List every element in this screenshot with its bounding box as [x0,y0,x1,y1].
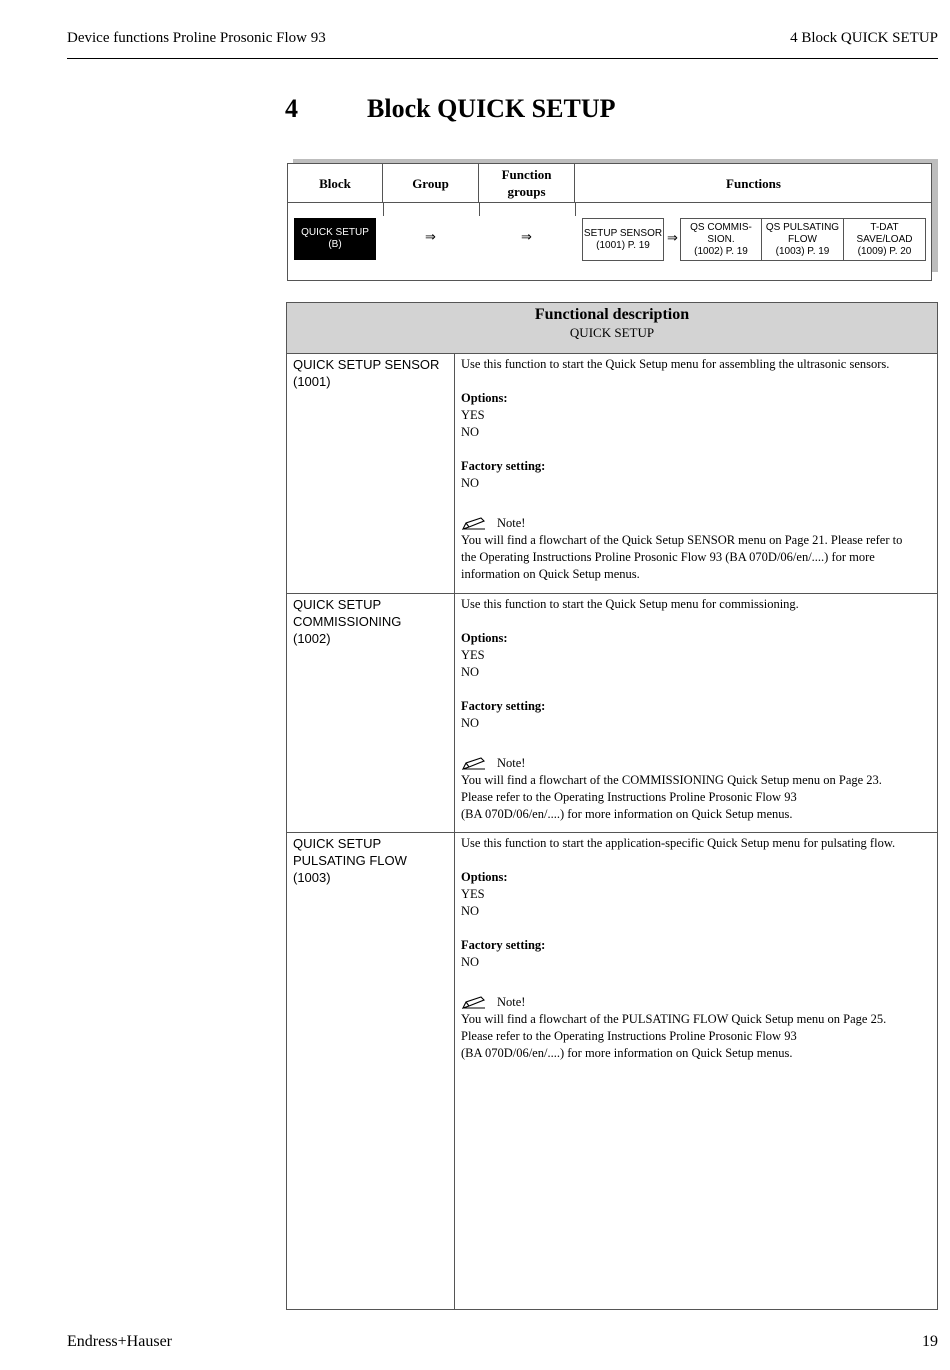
function-label: FLOW [788,233,817,245]
function-label: T-DAT [870,221,899,233]
function-name-line: (1002) [293,631,331,646]
function-label: QS COMMIS- [690,221,752,233]
function-name-line: PULSATING FLOW [293,853,407,868]
function-label: (1009) P. 20 [857,245,912,257]
function-name-line: (1003) [293,870,331,885]
arrow-icon: ⇒ [425,230,436,245]
factory-setting-label: Factory setting: [461,699,546,713]
function-qs-commission[interactable] [680,218,762,261]
description-title: Functional description [534,306,690,323]
header-block: Block [288,164,383,202]
row-rule [287,832,937,833]
footer-brand: Endress+Hauser [67,1333,172,1350]
header-group: Group [383,164,479,202]
function-label: (1002) P. 19 [694,245,748,257]
option-value: NO [461,665,480,679]
navigation-table [287,163,933,281]
nav-separator [479,202,480,216]
header-function-groups-line1: Function [501,167,552,182]
note-text: You will find a flowchart of the Quick Setup SENSOR menu on Page 21. Please refer to [461,533,903,547]
pencil-icon [461,996,487,1010]
note-text: (BA 070D/06/en/....) for more information on Quick Setup menus. [461,807,793,821]
function-name-line: (1001) [293,374,331,389]
pencil-icon [461,517,487,531]
function-t-dat-save-load[interactable] [844,218,926,261]
header-function-groups [479,164,575,202]
function-label: SAVE/LOAD [856,233,913,245]
pencil-icon [461,757,487,771]
function-name-1001 [293,356,448,390]
option-value: NO [461,904,480,918]
note-text: You will find a flowchart of the PULSATING FLOW Quick Setup menu on Page 25. [461,1012,887,1026]
running-header-left: Device functions Proline Prosonic Flow 93 [67,30,326,46]
column-rule [454,353,455,1309]
factory-setting-value: NO [461,955,480,969]
note-heading [461,755,933,772]
page-number: 19 [922,1333,938,1350]
block-quick-setup-line1: QUICK SETUP [301,227,369,238]
nav-separator [383,202,384,216]
note-text: information on Quick Setup menus. [461,567,640,581]
chapter-title: Block QUICK SETUP [367,94,616,123]
factory-setting-value: NO [461,716,480,730]
description-intro: Use this function to start the Quick Setup menu for commissioning. [461,597,799,611]
header-functions: Functions [726,175,781,191]
function-description-1003 [461,835,933,1062]
function-name-1002 [293,596,448,647]
note-text: (BA 070D/06/en/....) for more information on Quick Setup menus. [461,1046,793,1060]
options-label: Options: [461,870,508,884]
description-subtitle: QUICK SETUP [569,325,655,340]
functional-description-table [286,302,938,1310]
block-quick-setup[interactable] [294,218,376,260]
function-label: (1003) P. 19 [775,245,830,257]
function-setup-sensor[interactable] [582,218,664,261]
option-value: YES [461,648,485,662]
function-name-line: QUICK SETUP [293,836,382,851]
description-intro: Use this function to start the application-specific Quick Setup menu for pulsating flow. [461,836,896,850]
function-name-line: QUICK SETUP [293,597,382,612]
row-rule [287,593,937,594]
note-heading [461,994,933,1011]
note-text: You will find a flowchart of the COMMISSIONING Quick Setup menu on Page 23. [461,773,882,787]
function-label: (1001) P. 19 [596,239,650,251]
factory-setting-value: NO [461,476,480,490]
option-value: NO [461,425,480,439]
arrow-icon: ⇒ [521,230,532,245]
chapter-number: 4 [285,94,298,123]
note-label: Note! [497,516,526,530]
description-header [287,303,937,354]
nav-separator [575,202,576,216]
option-value: YES [461,408,485,422]
function-name-line: QUICK SETUP SENSOR [293,357,440,372]
note-label: Note! [497,995,526,1009]
function-description-1002 [461,596,933,823]
block-quick-setup-line2: (B) [328,239,342,250]
function-label: SION. [707,233,735,245]
factory-setting-label: Factory setting: [461,459,546,473]
navigation-table-body [287,163,932,281]
options-label: Options: [461,391,508,405]
function-name-1003 [293,835,448,886]
header-rule [67,58,938,59]
function-label: SETUP SENSOR [583,227,663,239]
nav-header-rule [288,202,931,203]
function-qs-pulsating-flow[interactable] [762,218,844,261]
description-intro: Use this function to start the Quick Setup menu for assembling the ultrasonic sensors. [461,357,890,371]
note-text: the Operating Instructions Proline Prosonic Flow 93 (BA 070D/06/en/....) for more [461,550,875,564]
note-text: Please refer to the Operating Instructions Proline Prosonic Flow 93 [461,790,797,804]
note-heading [461,515,933,532]
factory-setting-label: Factory setting: [461,938,546,952]
option-value: YES [461,887,485,901]
header-function-groups-line2: groups [507,184,546,199]
note-text: Please refer to the Operating Instructions Proline Prosonic Flow 93 [461,1029,797,1043]
arrow-icon: ⇒ [667,231,678,246]
function-name-line: COMMISSIONING [293,614,402,629]
function-label: QS PULSATING [765,221,840,233]
options-label: Options: [461,631,508,645]
function-description-1001 [461,356,933,583]
running-header-right: 4 Block QUICK SETUP [790,30,938,46]
note-label: Note! [497,756,526,770]
